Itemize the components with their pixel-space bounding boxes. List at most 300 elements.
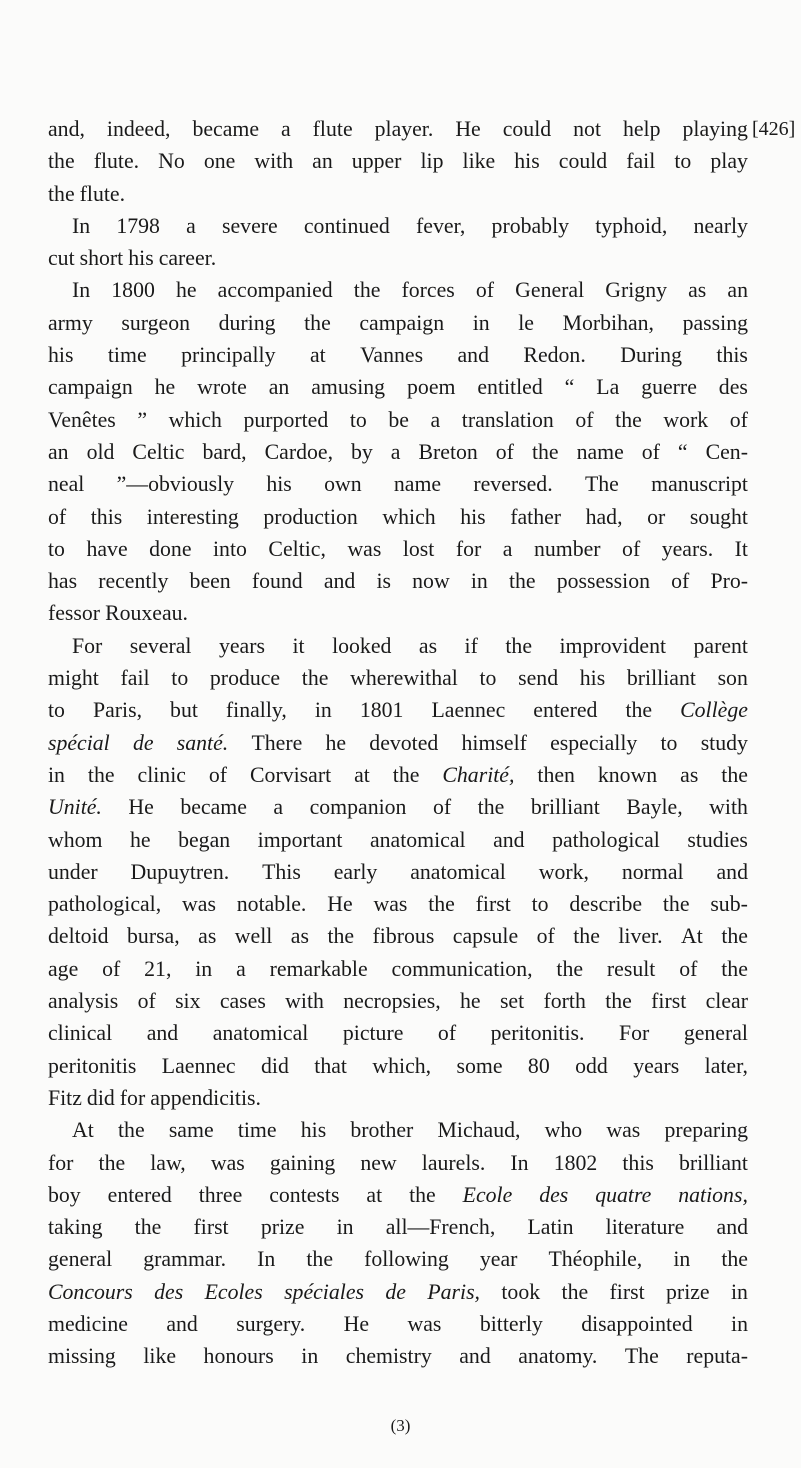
word: For	[619, 1021, 650, 1046]
text-line	[48, 1050, 748, 1082]
word: odd	[575, 1053, 608, 1078]
word: sub-	[710, 892, 748, 917]
word: campaign	[359, 310, 445, 335]
word: at	[354, 762, 370, 787]
word: a	[390, 439, 401, 464]
word: all—French,	[385, 1215, 496, 1240]
word: in	[472, 310, 490, 335]
word: the	[721, 762, 748, 787]
word: deltoid	[48, 924, 109, 949]
word: pathological	[552, 827, 660, 852]
word: might	[48, 666, 99, 691]
word: especially	[550, 730, 638, 755]
word: santé.	[176, 730, 229, 755]
word: peritonitis	[48, 1053, 137, 1078]
word: been	[189, 569, 231, 594]
text-line	[48, 597, 748, 629]
word: forces	[401, 278, 455, 303]
word: This	[262, 859, 301, 884]
word: Concours	[48, 1279, 133, 1304]
word: early	[333, 859, 378, 884]
word: the	[625, 698, 653, 723]
word: at	[309, 343, 326, 368]
word: clear	[705, 989, 748, 1014]
word: accompanied	[217, 278, 333, 303]
word: de	[385, 1279, 406, 1304]
word: le	[518, 310, 534, 335]
word: like	[143, 1344, 177, 1369]
word: nearly	[693, 213, 748, 238]
word: in	[195, 956, 213, 981]
word: which	[382, 504, 436, 529]
text-line	[48, 1308, 748, 1340]
word: “	[564, 375, 575, 400]
word: an	[48, 439, 69, 464]
word: and	[146, 1021, 179, 1046]
word: age	[48, 956, 79, 981]
word: first	[651, 989, 687, 1014]
word: peritonitis.	[490, 1021, 585, 1046]
word: result	[606, 956, 656, 981]
word: under	[48, 859, 98, 884]
word: the	[615, 407, 642, 432]
word: typhoid,	[595, 213, 668, 238]
word: 1798	[116, 213, 160, 238]
word: an	[312, 149, 333, 174]
word: was	[407, 1311, 442, 1336]
word: to	[349, 407, 367, 432]
word: a	[281, 117, 291, 141]
word: of	[208, 762, 228, 787]
word: the	[134, 1215, 162, 1240]
word: flute.	[93, 149, 140, 174]
word: Celtic,	[268, 536, 326, 561]
word: short	[79, 246, 124, 271]
word: flute.	[79, 181, 126, 206]
word: It	[734, 536, 748, 561]
word: lost	[402, 536, 435, 561]
word: contests	[269, 1182, 340, 1207]
text-line	[48, 1243, 748, 1275]
word: the	[118, 1118, 145, 1143]
word: cases	[219, 989, 266, 1014]
word: a	[236, 956, 246, 981]
word: general	[48, 1247, 113, 1272]
word: continued	[303, 213, 390, 238]
word: became	[192, 117, 260, 141]
word: devoted	[369, 730, 439, 755]
word: as	[418, 633, 438, 658]
word: of	[536, 924, 555, 949]
word: the	[409, 1182, 436, 1207]
page-number: (3)	[390, 1416, 411, 1435]
word: first	[609, 1279, 645, 1304]
word: manuscript	[651, 472, 748, 497]
word: sought	[689, 504, 748, 529]
word: 1802	[553, 1150, 598, 1175]
word: Grigny	[605, 278, 668, 303]
word: a	[273, 795, 284, 820]
word: Paris,	[92, 698, 143, 723]
word: the	[98, 1150, 126, 1175]
word: principally	[181, 343, 276, 368]
word: done	[149, 536, 192, 561]
word: wrote	[197, 375, 247, 400]
word: the	[508, 569, 536, 594]
word: which	[168, 407, 222, 432]
word: if	[464, 633, 478, 658]
word: reputa-	[686, 1344, 748, 1369]
word: capsule	[452, 924, 519, 949]
word: the	[327, 924, 355, 949]
word: notable.	[236, 892, 307, 917]
word: who	[544, 1118, 583, 1143]
word: Latin	[527, 1215, 574, 1240]
word: like	[462, 149, 496, 174]
word: chemistry	[345, 1344, 432, 1369]
word: Théophile,	[548, 1247, 643, 1272]
word: name	[576, 439, 624, 464]
word: He	[327, 892, 353, 917]
word: Bayle,	[626, 795, 683, 820]
word: he	[325, 730, 347, 755]
word: following	[364, 1247, 449, 1272]
word: picture	[342, 1021, 404, 1046]
word: improvident	[559, 633, 667, 658]
word: literature	[605, 1215, 685, 1240]
text-line	[48, 501, 748, 533]
word: the	[505, 633, 532, 658]
word: took	[501, 1279, 541, 1304]
word: known	[597, 762, 658, 787]
word: Morbihan,	[562, 310, 654, 335]
word: remarkable	[269, 956, 368, 981]
word: Cen-	[705, 439, 748, 464]
word: brilliant	[530, 795, 600, 820]
word: into	[213, 536, 247, 561]
word: of	[641, 439, 660, 464]
word: first	[193, 1215, 229, 1240]
text-line	[48, 178, 748, 210]
word: Laennec	[161, 1053, 236, 1078]
word: in	[314, 698, 332, 723]
word: 1800	[111, 278, 155, 303]
word: with	[254, 149, 294, 174]
word: bard,	[202, 439, 247, 464]
word: entered	[107, 1182, 172, 1207]
word: Ecoles	[204, 1279, 263, 1304]
word: Laennec	[431, 698, 506, 723]
word: prize	[666, 1279, 710, 1304]
word: of	[495, 439, 514, 464]
word: preparing	[664, 1118, 748, 1143]
word: the	[477, 795, 505, 820]
word: his	[128, 246, 154, 271]
word: entered	[533, 698, 598, 723]
text-line	[48, 759, 748, 791]
word: as	[198, 924, 217, 949]
word: normal	[621, 859, 684, 884]
word: the	[306, 1247, 334, 1272]
word: medicine	[48, 1311, 128, 1336]
word: of	[102, 956, 121, 981]
word: des	[718, 375, 748, 400]
word: 1801	[359, 698, 404, 723]
word: poem	[407, 375, 456, 400]
word: it	[292, 633, 305, 658]
word: at	[366, 1182, 383, 1207]
word: upper	[351, 149, 402, 174]
word: was	[373, 892, 408, 917]
word: brother	[350, 1118, 414, 1143]
word: not	[573, 117, 601, 141]
word: study	[700, 730, 748, 755]
word: year	[479, 1247, 518, 1272]
word: At	[681, 924, 703, 949]
word: gaining	[269, 1150, 336, 1175]
word: grammar.	[143, 1247, 227, 1272]
word: the	[721, 1247, 748, 1272]
word: The	[584, 472, 619, 497]
word: In	[510, 1150, 529, 1175]
text-line	[48, 727, 748, 759]
word: a	[430, 407, 441, 432]
word: later,	[704, 1053, 748, 1078]
word: army	[48, 310, 93, 335]
word: work,	[538, 859, 589, 884]
word: finally,	[225, 698, 287, 723]
word: an	[727, 278, 748, 303]
word: appendicitis.	[150, 1085, 261, 1110]
word: the	[353, 278, 381, 303]
word: laurels.	[421, 1150, 486, 1175]
word: Dupuytren.	[130, 859, 230, 884]
word: law,	[150, 1150, 186, 1175]
word: des	[539, 1182, 569, 1207]
word: time	[107, 343, 147, 368]
text-line	[48, 1276, 748, 1308]
word: that	[314, 1053, 347, 1078]
word: fail	[626, 149, 656, 174]
text-line	[48, 1082, 748, 1114]
word: in	[731, 1311, 748, 1336]
word: indeed,	[106, 117, 171, 141]
word: during	[218, 310, 276, 335]
word: he	[130, 827, 151, 852]
word: looked	[332, 633, 392, 658]
word: Redon.	[523, 343, 586, 368]
word: ”—obviously	[116, 472, 235, 497]
word: set	[499, 989, 525, 1014]
word: and	[323, 569, 356, 594]
word: At	[72, 1118, 94, 1143]
word: first	[475, 892, 511, 917]
word: interesting	[146, 504, 239, 529]
word: pathological,	[48, 892, 162, 917]
word: the	[304, 310, 331, 335]
text-line	[48, 824, 748, 856]
word: in	[336, 1215, 354, 1240]
word: several	[129, 633, 192, 658]
word: Venêtes	[48, 407, 116, 432]
word: the	[87, 762, 115, 787]
word: same	[168, 1118, 214, 1143]
word: analysis	[48, 989, 119, 1014]
word: La	[596, 375, 620, 400]
word: amusing	[311, 375, 386, 400]
word: with	[285, 989, 324, 1014]
word: to	[531, 892, 549, 917]
word: the	[561, 1279, 589, 1304]
word: anatomical	[410, 859, 506, 884]
word: prize	[260, 1215, 305, 1240]
word: the	[531, 439, 559, 464]
word: his	[460, 504, 486, 529]
word: career.	[158, 246, 217, 271]
text-line	[48, 662, 748, 694]
word: production	[263, 504, 358, 529]
word: Celtic	[132, 439, 185, 464]
text-line	[48, 1147, 748, 1179]
word: for	[48, 1150, 74, 1175]
word: the	[605, 989, 632, 1014]
word: the	[662, 892, 690, 917]
word: describe	[569, 892, 643, 917]
word: to	[171, 666, 189, 691]
word: to	[48, 698, 65, 723]
word: brilliant	[626, 666, 696, 691]
word: quatre	[595, 1182, 652, 1207]
word: years.	[661, 536, 714, 561]
word: in	[673, 1247, 691, 1272]
word: of	[729, 407, 748, 432]
word: in	[301, 1344, 319, 1369]
word: bursa,	[127, 924, 180, 949]
word: des	[154, 1279, 184, 1304]
word: player.	[374, 117, 434, 141]
word: taking	[48, 1215, 103, 1240]
word: Unité.	[48, 795, 102, 820]
word: de	[132, 730, 154, 755]
word: he	[175, 278, 197, 303]
word: In	[72, 278, 91, 303]
word: General	[515, 278, 585, 303]
word: a	[502, 536, 513, 561]
word: He	[128, 795, 154, 820]
word: be	[388, 407, 409, 432]
word: became	[180, 795, 247, 820]
word: translation	[461, 407, 554, 432]
word: No	[158, 149, 185, 174]
word: was	[347, 536, 382, 561]
word: communication,	[391, 956, 533, 981]
word: his	[514, 149, 540, 174]
word: to	[660, 730, 678, 755]
word: Ecole	[462, 1182, 513, 1207]
text-line	[48, 371, 748, 403]
word: boy	[48, 1182, 81, 1207]
word: son	[717, 666, 748, 691]
word: important	[257, 827, 343, 852]
text-line	[48, 1017, 748, 1049]
word: as	[290, 924, 309, 949]
word: by	[351, 439, 373, 464]
text-line	[48, 1340, 748, 1372]
word: then	[537, 762, 575, 787]
word: Cardoe,	[264, 439, 334, 464]
word: surgery.	[236, 1311, 306, 1336]
word: a	[186, 213, 196, 238]
word: severe	[222, 213, 278, 238]
word: the	[573, 924, 600, 949]
word: this	[622, 1150, 654, 1175]
word: the	[48, 181, 75, 206]
word: was	[606, 1118, 641, 1143]
text-line	[48, 888, 748, 920]
word: There	[251, 730, 303, 755]
word: he	[460, 989, 481, 1014]
word: anatomical	[369, 827, 466, 852]
word: and	[716, 1215, 748, 1240]
word: an	[268, 375, 290, 400]
word: number	[533, 536, 601, 561]
text-line	[48, 145, 748, 177]
word: the	[721, 956, 748, 981]
word: During	[620, 343, 682, 368]
text-line	[48, 565, 748, 597]
word: whom	[48, 827, 103, 852]
word: play	[710, 149, 748, 174]
word: studies	[687, 827, 748, 852]
text-line	[48, 468, 748, 500]
text-line	[48, 113, 748, 145]
word: the	[428, 892, 455, 917]
word: In	[257, 1247, 276, 1272]
word: Corvisart	[250, 762, 332, 787]
word: the	[301, 666, 329, 691]
word: name	[393, 472, 442, 497]
word: lip	[420, 149, 444, 174]
word: general	[683, 1021, 748, 1046]
word: which,	[372, 1053, 432, 1078]
word: with	[709, 795, 748, 820]
word: the	[48, 149, 75, 174]
word: and	[716, 859, 748, 884]
word: send	[518, 666, 559, 691]
word: fibrous	[372, 924, 435, 949]
word: spéciales	[284, 1279, 364, 1304]
word: produce	[209, 666, 281, 691]
word: but	[170, 698, 198, 723]
word: honours	[203, 1344, 274, 1369]
word: his	[48, 343, 74, 368]
word: of	[137, 989, 156, 1014]
word: The	[624, 1344, 659, 1369]
text-line	[48, 210, 748, 242]
word: six	[175, 989, 201, 1014]
word: cut	[48, 246, 75, 271]
word: fever,	[416, 213, 466, 238]
word: parent	[693, 633, 748, 658]
word: and	[457, 343, 489, 368]
word: in	[470, 569, 488, 594]
word: the	[392, 762, 420, 787]
word: his	[579, 666, 606, 691]
word: was	[182, 892, 216, 917]
word: own	[324, 472, 362, 497]
word: probably	[491, 213, 570, 238]
word: and	[493, 827, 525, 852]
